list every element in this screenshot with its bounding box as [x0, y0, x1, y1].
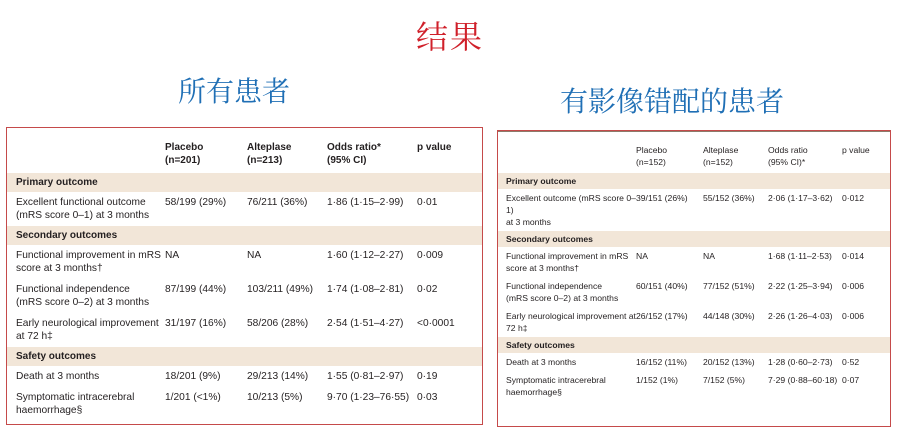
table-row: Early neurological improvement at 72 h‡ 31/197 (16%) 58/206 (28%) 2·54 (1·51–4·27) <0·0001: [16, 318, 455, 342]
header-odds-ratio: Odds ratio (95% CI)*: [768, 145, 808, 167]
header-odds-ratio: Odds ratio* (95% CI): [327, 142, 381, 166]
section-header: Secondary outcomes: [7, 226, 483, 245]
table-row: Excellent outcome (mRS score 0–1) at 3 months 39/151 (26%) 55/152 (36%) 2·06 (1·17–3·62) 0·012: [506, 193, 864, 227]
table-row: Symptomatic intracerebral haemorrhage§ 1/201 (<1%) 10/213 (5%) 9·70 (1·23–76·55) 0·03: [16, 392, 438, 416]
table-header-row: [7, 128, 483, 173]
table-row: Functional independence (mRS score 0–2) at 3 months 87/199 (44%) 103/211 (49%) 1·74 (1·08–2·81) 0·02: [16, 284, 438, 308]
table-header-row: [498, 132, 890, 174]
section-header: Secondary outcomes: [498, 231, 890, 247]
section-header: Primary outcome: [7, 173, 483, 192]
section-header: Safety outcomes: [498, 337, 890, 353]
table-row: Early neurological improvement at 72 h‡ 26/152 (17%) 44/148 (30%) 2·26 (1·26–4·03) 0·006: [506, 311, 864, 333]
all-patients-results-table: [7, 128, 483, 421]
table-row: Excellent functional outcome (mRS score 0–1) at 3 months 58/199 (29%) 76/211 (36%) 1·86 (1·15–2·99) 0·01: [16, 197, 438, 221]
header-label-col: [498, 132, 636, 174]
header-p-value: p value: [417, 142, 452, 153]
table-row: Death at 3 months 18/201 (9%) 29/213 (14%) 1·55 (0·81–2·97) 0·19: [16, 371, 438, 382]
header-alteplase: Alteplase (n=152): [703, 145, 739, 167]
header-placebo: Placebo (n=152): [636, 145, 668, 167]
right-panel-title: 有影像错配的患者: [560, 85, 785, 118]
slide-title: 结果: [415, 18, 484, 56]
table-row: Death at 3 months 16/152 (11%) 20/152 (13%) 1·28 (0·60–2·73) 0·52: [506, 357, 860, 367]
header-alteplase: Alteplase (n=213): [247, 142, 292, 166]
left-panel-title: 所有患者: [178, 75, 291, 108]
section-header: Safety outcomes: [7, 347, 483, 366]
header-placebo: Placebo (n=201): [165, 142, 204, 166]
section-header: Primary outcome: [498, 173, 890, 189]
table-row: Symptomatic intracerebral haemorrhage§ 1/152 (1%) 7/152 (5%) 7·29 (0·88–60·18) 0·07: [506, 375, 860, 397]
mismatch-patients-table-panel: [497, 130, 891, 427]
header-label-col: [7, 128, 165, 173]
table-row: Functional improvement in mRS score at 3 months† NA NA 1·60 (1·12–2·27) 0·009: [16, 250, 444, 274]
mismatch-patients-results-table: [498, 131, 890, 401]
table-row: Functional improvement in mRS score at 3 months† NA NA 1·68 (1·11–2·53) 0·014: [506, 251, 864, 273]
header-p-value: p value: [842, 145, 870, 155]
table-row: Functional independence (mRS score 0–2) at 3 months 60/151 (40%) 77/152 (51%) 2·22 (1·25–3·94) 0·006: [506, 281, 864, 303]
all-patients-table-panel: [6, 127, 483, 425]
